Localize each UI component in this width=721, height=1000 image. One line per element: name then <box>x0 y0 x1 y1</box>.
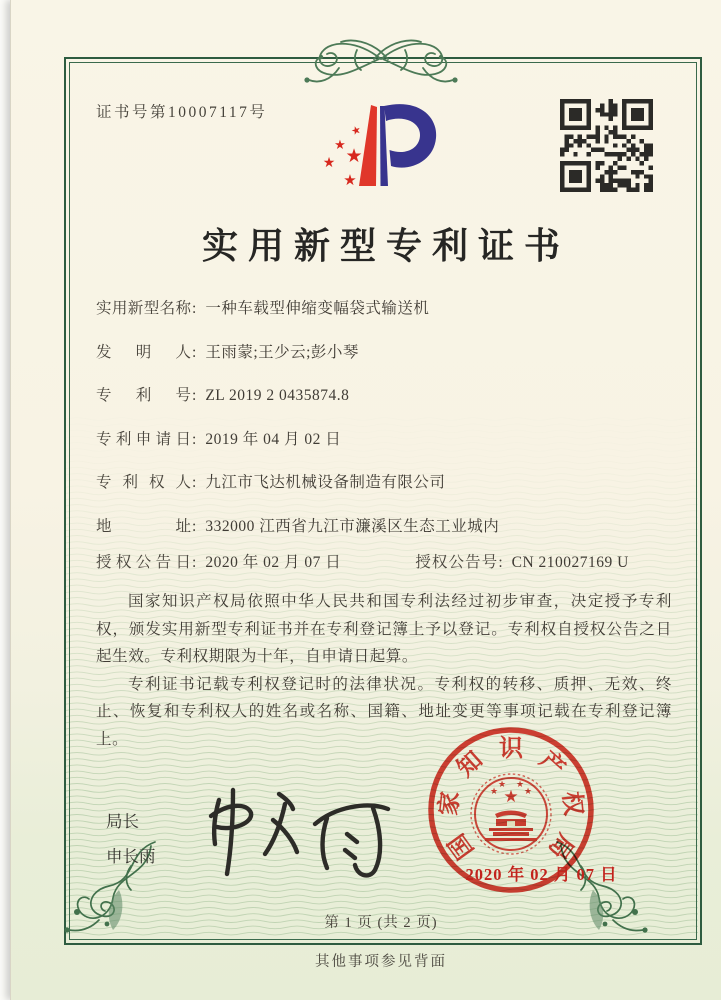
signature-handwriting-icon <box>181 768 416 886</box>
legal-paragraph-2: 专利证书记载专利权登记时的法律状况。专利权的转移、质押、无效、终止、恢复和专利权人的姓名或名称、国籍、地址变更等事项记载在专利登记簿上。 <box>96 675 672 748</box>
field-colon: : <box>192 387 197 404</box>
certificate-title: 实用新型专利证书 <box>201 226 570 266</box>
svg-text:★: ★ <box>349 122 363 139</box>
field-row-filing-date <box>96 428 674 472</box>
field-value: 王雨蒙;王少云;彭小琴 <box>205 343 359 361</box>
field-colon: : <box>192 430 197 448</box>
field-value: ZL 2019 2 0435874.8 <box>205 387 350 404</box>
svg-text:★: ★ <box>503 787 519 807</box>
field-label: 专利权人 <box>96 474 191 491</box>
svg-text:★: ★ <box>497 780 507 790</box>
signer-name: 申长雨 <box>106 848 156 866</box>
field-colon: : <box>192 554 197 571</box>
svg-text:★: ★ <box>345 145 363 167</box>
field-colon: : <box>498 554 503 571</box>
field-colon: : <box>192 300 197 317</box>
field-colon: : <box>192 517 197 535</box>
field-label: 专利申请日 <box>96 430 191 448</box>
svg-text:★: ★ <box>523 787 533 797</box>
grant-number-value: CN 210027169 U <box>511 554 629 571</box>
signer-title: 局长 <box>106 813 139 831</box>
signer-block <box>106 808 156 867</box>
grant-date-value: 2020 年 02 月 07 日 <box>205 554 342 571</box>
grant-number-label: 授权公告号 <box>415 554 498 571</box>
svg-text:★: ★ <box>334 138 346 153</box>
field-row-name <box>96 297 674 341</box>
svg-text:局: 局 <box>542 828 578 864</box>
field-row-inventor <box>96 341 674 385</box>
field-value: 一种车载型伸缩变幅袋式输送机 <box>205 300 430 317</box>
certificate-paper <box>10 0 721 1000</box>
certificate-number: 证书号第10007117号 <box>96 104 268 121</box>
field-label: 发明人 <box>96 343 191 361</box>
seal-date: 2020 年 02 月 07 日 <box>465 865 618 884</box>
cnipa-logo-icon <box>296 94 441 204</box>
top-border-ornament-icon <box>261 28 501 100</box>
field-value: 332000 江西省九江市濂溪区生态工业城内 <box>205 517 500 535</box>
grant-date-label: 授权公告日 <box>96 554 191 571</box>
field-label: 实用新型名称 <box>96 300 191 317</box>
svg-text:★: ★ <box>343 171 357 189</box>
page-indicator: 第 1 页 (共 2 页) <box>324 915 438 931</box>
svg-text:产: 产 <box>534 746 570 783</box>
svg-text:国: 国 <box>444 828 480 864</box>
svg-text:★: ★ <box>322 155 336 171</box>
svg-text:★: ★ <box>515 780 525 790</box>
svg-text:★: ★ <box>489 787 499 797</box>
legal-paragraph-1: 国家知识产权局依照中华人民共和国专利法经过初步审查，决定授予专利权，颁发实用新型专利证书并在专利登记簿上予以登记。专利权自授权公告之日起生效。专利权期限为十年，自申请日起算。 <box>96 593 672 665</box>
svg-text:权: 权 <box>557 790 586 817</box>
field-label: 地址 <box>96 517 191 535</box>
field-label: 专利号 <box>96 387 191 404</box>
field-value: 2019 年 04 月 02 日 <box>205 430 342 448</box>
field-value: 九江市飞达机械设备制造有限公司 <box>205 474 446 491</box>
svg-text:知: 知 <box>452 746 488 783</box>
field-colon: : <box>192 474 197 491</box>
field-row-patent-number <box>96 384 674 428</box>
field-row-patentee <box>96 471 674 515</box>
field-colon: : <box>192 343 197 361</box>
svg-text:识: 识 <box>499 736 523 762</box>
back-side-note: 其他事项参见背面 <box>315 954 447 970</box>
qr-code <box>560 99 653 192</box>
svg-text:家: 家 <box>436 790 465 817</box>
field-list <box>96 297 674 595</box>
